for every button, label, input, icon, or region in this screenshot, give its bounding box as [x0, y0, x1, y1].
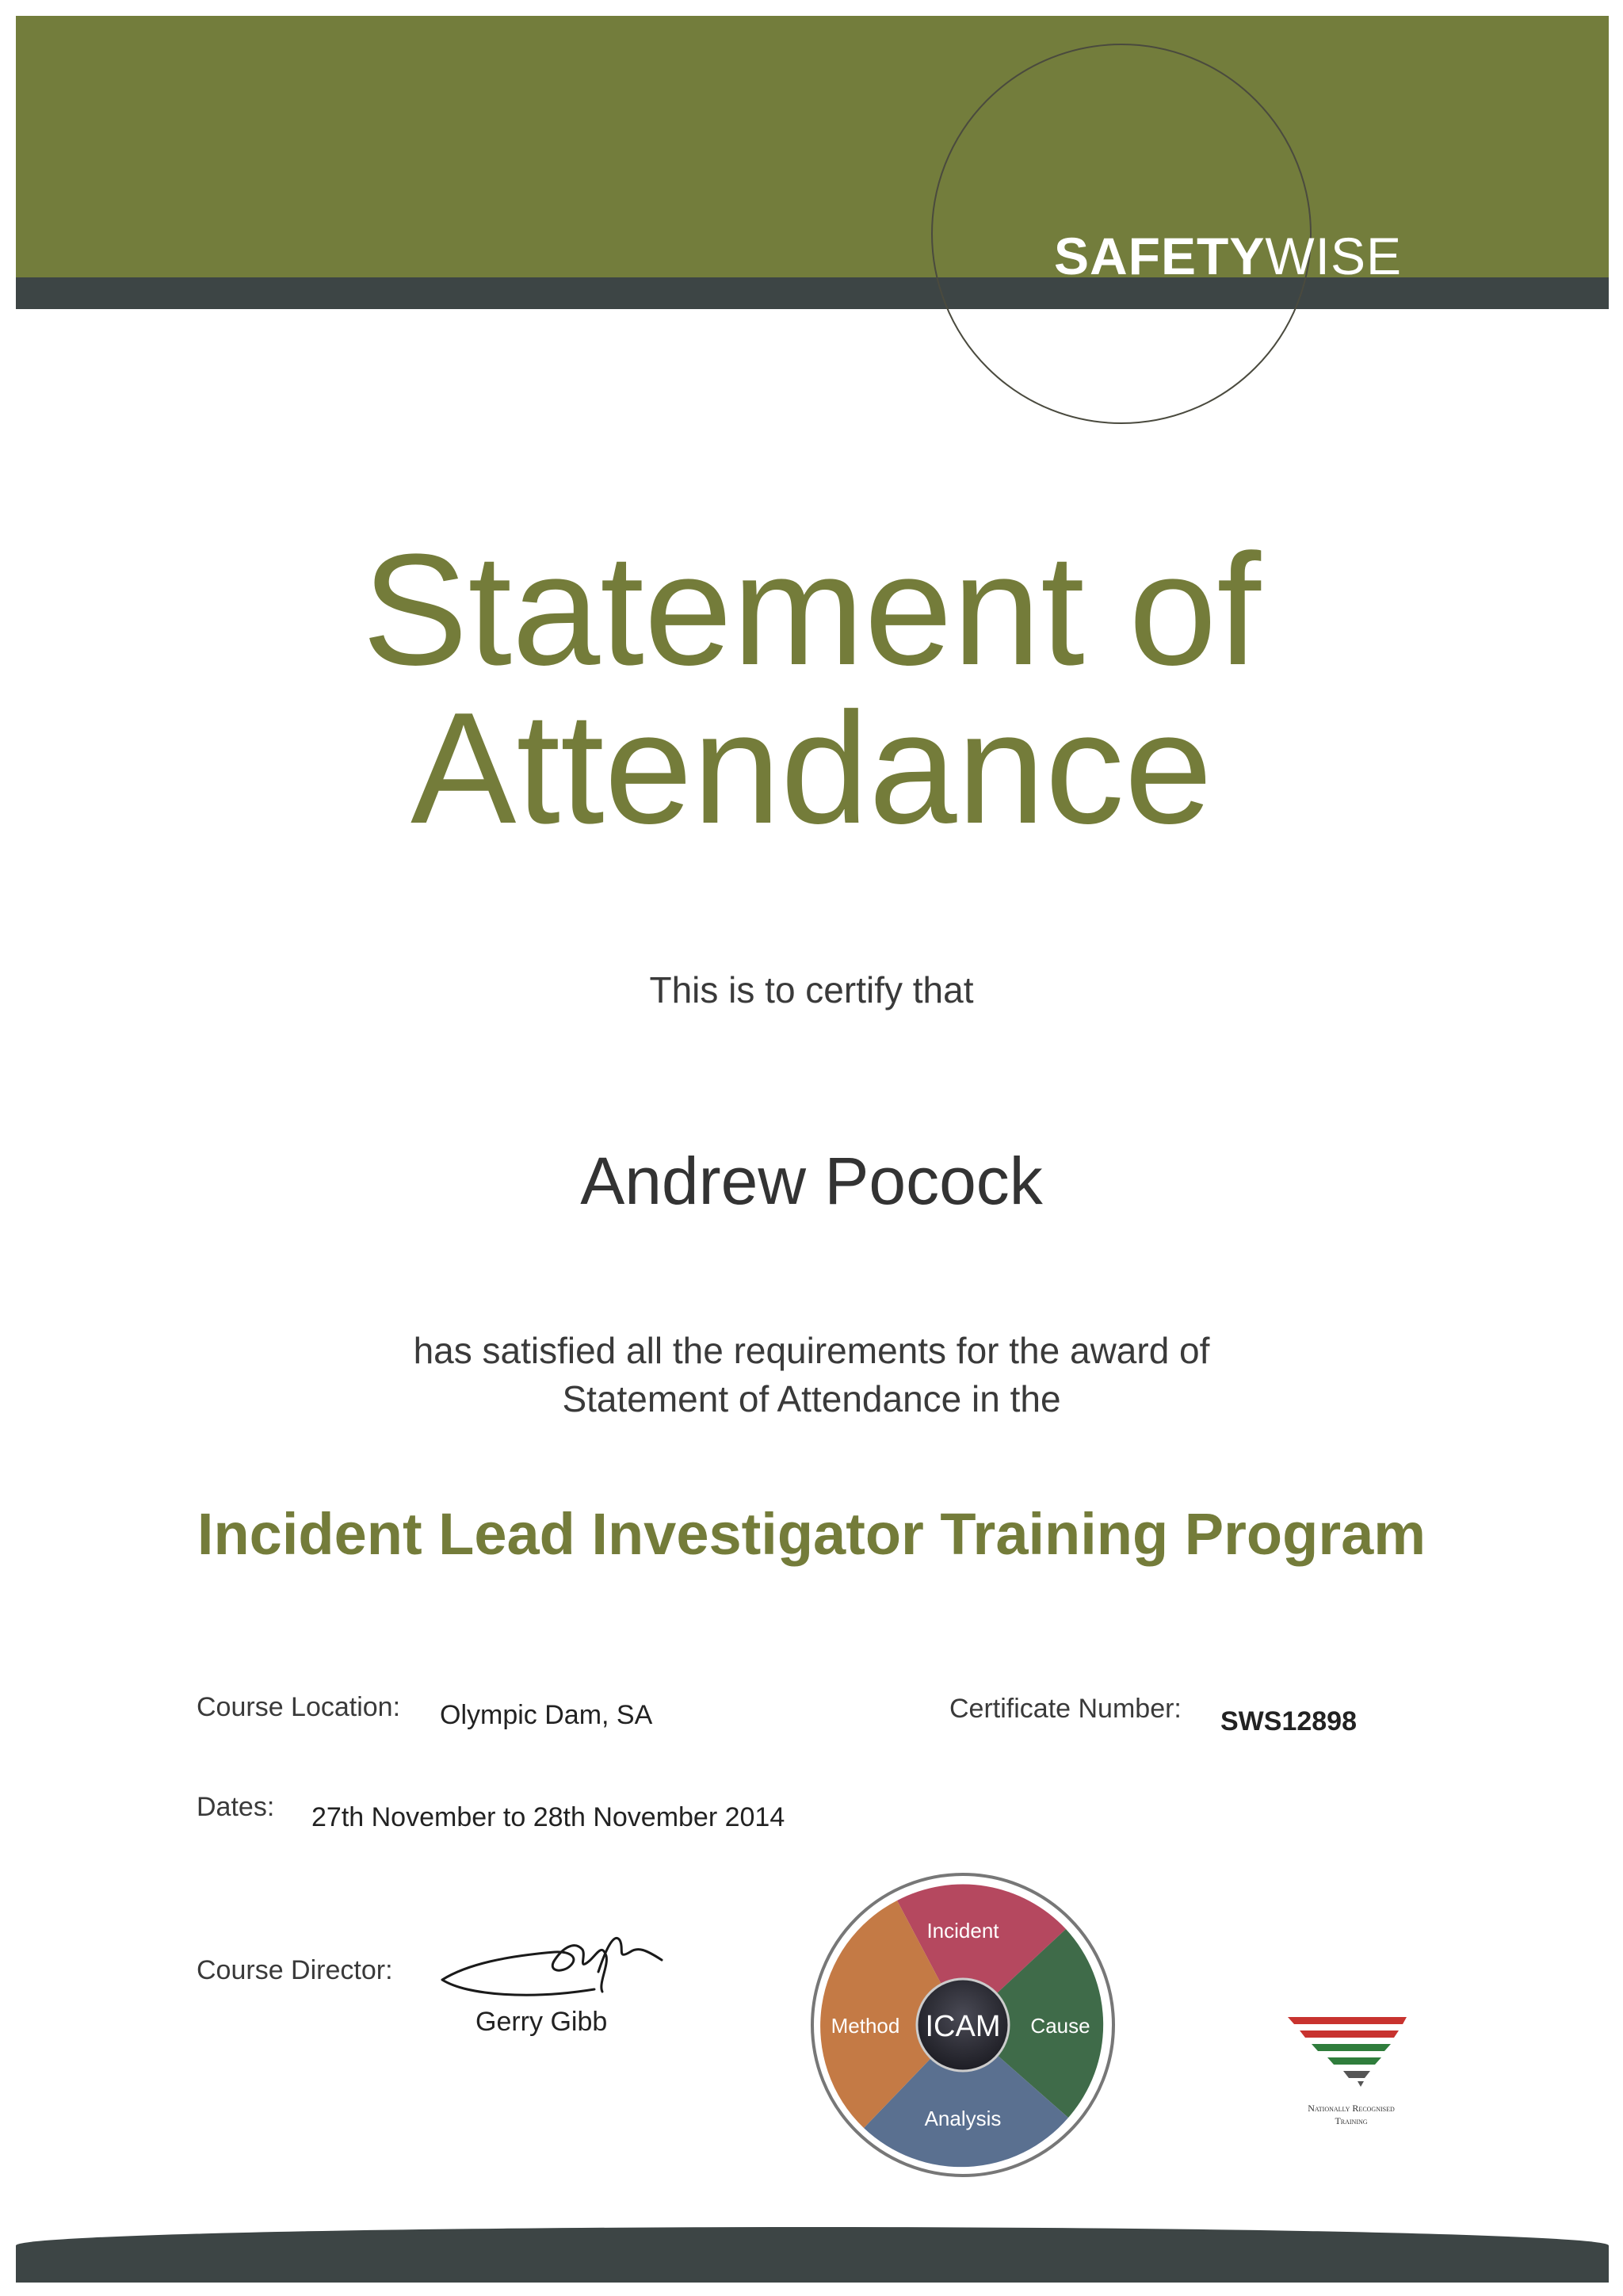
recipient-name: Andrew Pocock	[580, 1144, 1043, 1218]
requirements-line-2: Statement of Attendance in the	[562, 1378, 1061, 1419]
logo-light-text: WISE	[1265, 227, 1403, 285]
logo-bold-text: SAFETY	[1054, 227, 1266, 285]
icam-label-incident: Incident	[926, 1919, 999, 1943]
dates-value: 27th November to 28th November 2014	[311, 1802, 785, 1832]
certify-text: This is to certify that	[649, 969, 974, 1010]
icam-wheel-icon	[808, 1870, 1117, 2179]
footer-band	[16, 2227, 1609, 2283]
certificate-number-value: SWS12898	[1220, 1706, 1357, 1736]
icam-label-analysis: Analysis	[924, 2107, 1002, 2130]
course-director-label: Course Director:	[197, 1955, 393, 1985]
course-director-name: Gerry Gibb	[475, 2007, 608, 2037]
icam-label-method: Method	[831, 2014, 900, 2038]
icam-label-cause: Cause	[1030, 2014, 1090, 2038]
safetywise-logo	[1054, 227, 1403, 285]
nrt-logo-block	[1272, 2013, 1430, 2140]
title-line-2: Attendance	[411, 680, 1212, 857]
course-location-value: Olympic Dam, SA	[440, 1700, 653, 1730]
program-name: Incident Lead Investigator Training Program	[197, 1501, 1426, 1567]
title-line-1: Statement of	[362, 521, 1261, 698]
nrt-text-line-2: Training	[1335, 2115, 1368, 2126]
requirements-line-1: has satisfied all the requirements for the award of	[413, 1330, 1210, 1371]
certificate-number-label: Certificate Number:	[949, 1694, 1182, 1724]
nrt-text-line-1: Nationally Recognised	[1308, 2103, 1395, 2114]
nrt-logo-icon	[1288, 2013, 1415, 2088]
icam-center-label: ICAM	[925, 2010, 1001, 2043]
course-location-label: Course Location:	[197, 1692, 401, 1722]
dates-label: Dates:	[197, 1792, 275, 1822]
signature-icon	[436, 1916, 674, 2011]
